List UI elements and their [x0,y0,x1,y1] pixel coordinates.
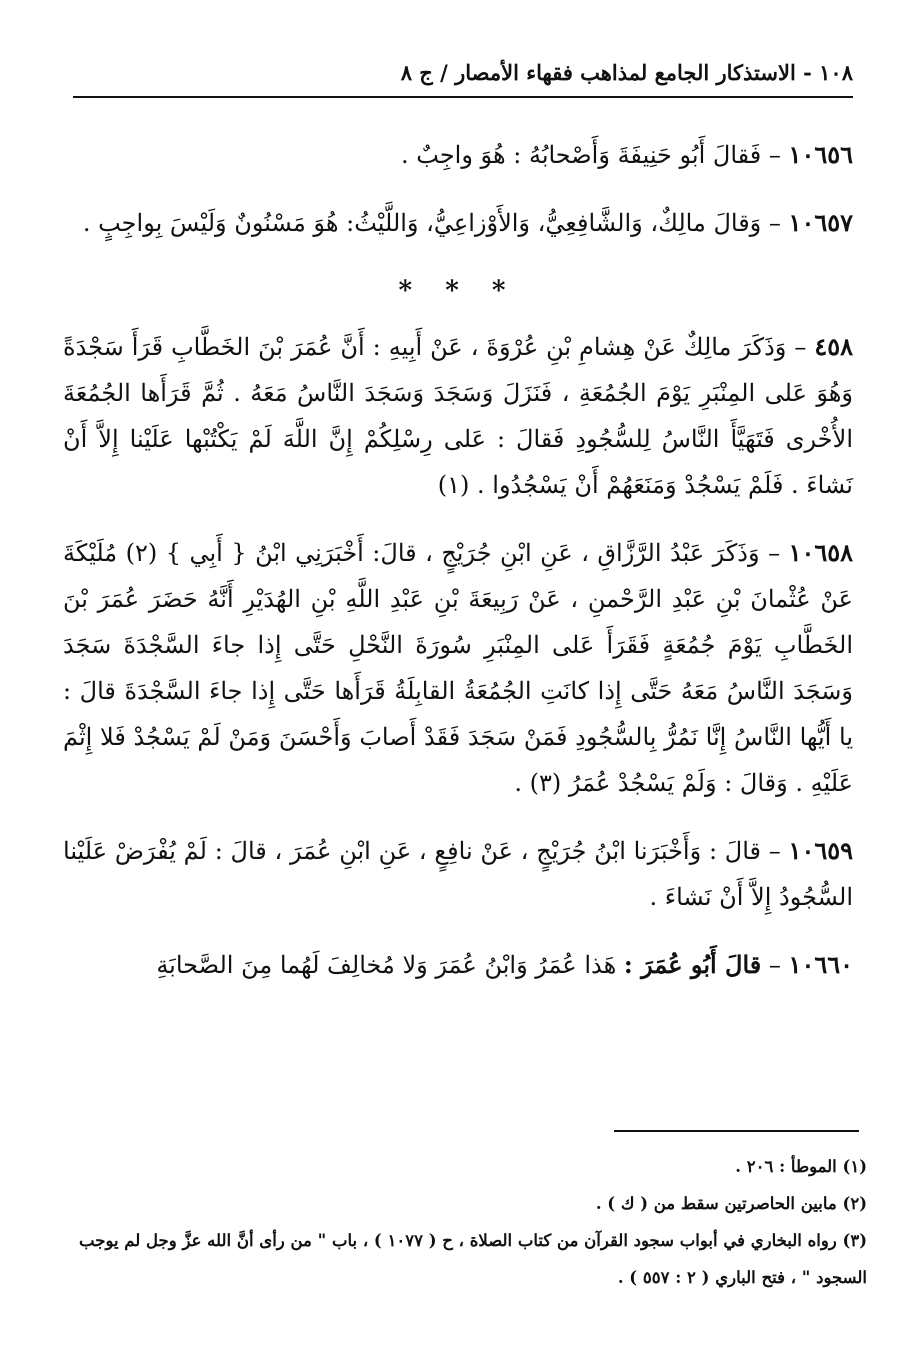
header-rule [73,96,853,98]
hadith-458 [63,324,853,508]
footnotes [47,1148,867,1296]
paragraph-text: قالَ : وَأَخْبَرَنا ابْنُ جُرَيْجٍ ، عَنْ نافِعٍ ، عَنِ ابْنِ عُمَرَ ، قالَ : لَمْ يُفْرَضْ عَلَيْنا السُّجُودُ إِلاَّ أَنْ نَشاءَ . [63,837,853,911]
number-dash: – [761,837,781,865]
paragraph-text: وَذَكَرَ عَبْدُ الرَّزَّاقِ ، عَنِ ابْنِ جُرَيْجٍ ، قالَ: أَخْبَرَنِي ابْنُ { أَبِي } (٢) مُلَيْكَةَ عَنْ عُثْمانَ بْنِ عَبْدِ الرَّحْمنِ ، عَنْ رَبِيعَةَ بْنِ عَبْدِ اللَّهِ بْنِ الهُدَيْرِ أَنَّهُ حَضَرَ عُمَرَ بْنَ الخَطَّابِ يَوْمَ جُمُعَةٍ فَقَرَأَ عَلى المِنْبَرِ سُورَةَ النَّحْلِ حَتَّى إِذا جاءَ السَّجْدَةَ سَجَدَ وَسَجَدَ النَّاسُ مَعَهُ حَتَّى إِذا كانَتِ الجُمُعَةُ القابِلَةُ قَرَأَها حَتَّى إِذا جاءَ السَّجْدَةَ قالَ : يا أَيُّها النَّاسُ إِنَّا نَمُرُّ بِالسُّجُودِ فَمَنْ سَجَدَ فَقَدْ أَصابَ وَأَحْسَنَ وَمَنْ لَمْ يَسْجُدْ فَلا إِثْمَ عَلَيْهِ . وَقالَ : وَلَمْ يَسْجُدْ عُمَرُ (٣) . [63,539,853,797]
footnote-2: (٢) مابين الحاصرتين سقط من ( ك ) . [595,1194,867,1213]
header-dash: - [795,60,812,85]
section-separator: * * * [398,276,518,306]
footnote-rule [614,1130,859,1132]
hadith-text: وَذَكَرَ مالِكٌ عَنْ هِشامِ بْنِ عُرْوَةَ ، عَنْ أَبِيهِ : أَنَّ عُمَرَ بْنَ الخَطَّابِ قَرَأَ سَجْدَةً وَهُوَ عَلى المِنْبَرِ يَوْمَ الجُمُعَةِ ، فَنَزَلَ وَسَجَدَ وَسَجَدَ النَّاسُ مَعَهُ . ثُمَّ قَرَأَها الجُمُعَةَ الأُخْرى فَتَهَيَّأَ النَّاسُ لِلسُّجُودِ فَقالَ : عَلى رِسْلِكُمْ إِنَّ اللَّهَ لَمْ يَكْتُبْها عَلَيْنا إِلاَّ أَنْ نَشاءَ . فَلَمْ يَسْجُدْ وَمَنَعَهُمْ أَنْ يَسْجُدُوا . (١) [63,333,853,499]
paragraph-10659 [63,828,853,920]
hadith-number: ٤٥٨ [814,332,853,361]
number-dash: – [759,539,781,567]
book-title: الاستذكار الجامع لمذاهب فقهاء الأمصار / ج ٨ [400,60,796,85]
paragraph-number: ١٠٦٥٧ [788,208,853,237]
number-dash: – [761,209,781,237]
paragraph-10660 [63,942,853,988]
paragraph-text: هَذا عُمَرُ وَابْنُ عُمَرَ وَلا مُخالِفَ لَهُما مِنَ الصَّحابَةِ [156,951,617,979]
paragraph-number: ١٠٦٦٠ [788,950,853,979]
number-dash: – [761,141,781,169]
paragraph-number: ١٠٦٥٦ [788,140,853,169]
running-header [401,60,853,85]
number-dash: – [761,951,781,979]
paragraph-text: فَقالَ أَبُو حَنِيفَةَ وَأَصْحابُهُ : هُوَ واجِبٌ . [401,141,762,169]
number-dash: – [786,333,807,361]
paragraph-text: وَقالَ مالِكٌ، وَالشَّافِعِيُّ، وَالأَوْزاعِيُّ، وَاللَّيْثُ: هُوَ مَسْنُونٌ وَلَيْسَ بِواجِبٍ . [82,209,762,237]
paragraph-10658 [63,530,853,806]
paragraph-number: ١٠٦٥٨ [788,538,854,567]
paragraph-number: ١٠٦٥٩ [788,836,853,865]
paragraph-10656 [63,132,853,178]
page-number: ١٠٨ [819,60,853,85]
footnote-1: (١) الموطأ : ٢٠٦ . [735,1157,867,1176]
footnote-3: (٣) رواه البخاري في أبواب سجود القرآن من كتاب الصلاة ، ح ( ١٠٧٧ ) ، باب " من رأى أنَّ الله عزَّ وجل لم يوجب السجود " ، فتح الباري ( ٢ : ٥٥٧ ) . [79,1231,867,1287]
page-header [73,58,853,94]
paragraph-lead: قالَ أَبُو عُمَرَ : [623,950,762,979]
main-text [63,132,853,1010]
paragraph-10657 [63,200,853,246]
